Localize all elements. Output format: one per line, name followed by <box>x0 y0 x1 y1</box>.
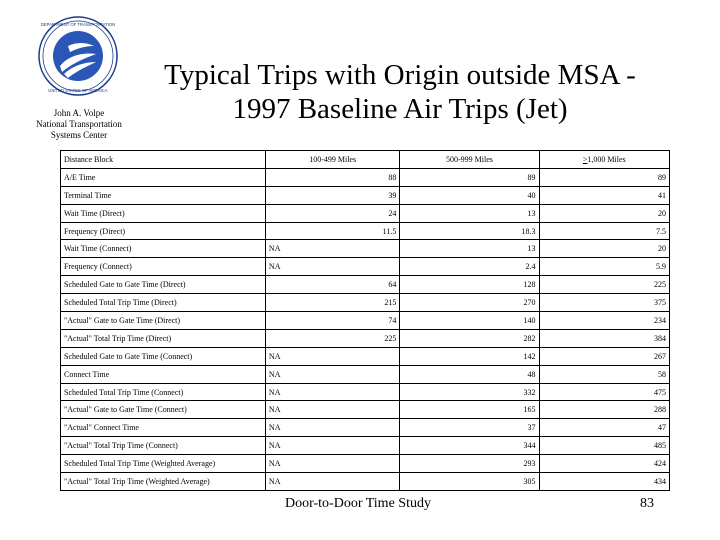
row-label: "Actual" Total Trip Time (Direct) <box>61 329 266 347</box>
cell-1000-plus: 434 <box>539 473 669 491</box>
cell-500-999: 344 <box>400 437 539 455</box>
table-row <box>61 473 670 491</box>
row-label: A/E Time <box>61 168 266 186</box>
table-row <box>61 455 670 473</box>
row-label: "Actual" Total Trip Time (Connect) <box>61 437 266 455</box>
table-row <box>61 186 670 204</box>
cell-500-999: 13 <box>400 240 539 258</box>
row-label: Scheduled Gate to Gate Time (Connect) <box>61 347 266 365</box>
table-row <box>61 347 670 365</box>
cell-500-999: 13 <box>400 204 539 222</box>
table-row <box>61 240 670 258</box>
cell-500-999: 282 <box>400 329 539 347</box>
table-row <box>61 329 670 347</box>
ge-symbol: > <box>582 154 588 164</box>
table-row <box>61 437 670 455</box>
cell-1000-plus: 41 <box>539 186 669 204</box>
cell-1000-plus: 7.5 <box>539 222 669 240</box>
cell-500-999: 2.4 <box>400 258 539 276</box>
cell-100-499 <box>265 222 399 240</box>
cell-500-999: 48 <box>400 365 539 383</box>
cell-value: 88 <box>388 172 397 182</box>
na-note: NA <box>268 405 281 415</box>
table-row <box>61 276 670 294</box>
cell-100-499 <box>265 240 399 258</box>
row-label: Scheduled Total Trip Time (Connect) <box>61 383 266 401</box>
column-header: Distance Block <box>61 151 266 169</box>
cell-100-499 <box>265 186 399 204</box>
cell-500-999: 165 <box>400 401 539 419</box>
cell-1000-plus: 288 <box>539 401 669 419</box>
cell-500-999: 142 <box>400 347 539 365</box>
cell-1000-plus: 475 <box>539 383 669 401</box>
cell-100-499 <box>265 455 399 473</box>
cell-1000-plus: 267 <box>539 347 669 365</box>
cell-500-999: 270 <box>400 294 539 312</box>
row-label: "Actual" Gate to Gate Time (Direct) <box>61 312 266 330</box>
cell-100-499 <box>265 419 399 437</box>
table-row <box>61 168 670 186</box>
cell-1000-plus: 89 <box>539 168 669 186</box>
cell-value: 215 <box>384 298 397 308</box>
column-header: 100-499 Miles <box>265 151 399 169</box>
cell-100-499 <box>265 437 399 455</box>
row-label: "Actual" Connect Time <box>61 419 266 437</box>
cell-1000-plus: 384 <box>539 329 669 347</box>
cell-100-499 <box>265 312 399 330</box>
cell-100-499 <box>265 347 399 365</box>
trip-time-table <box>60 150 670 491</box>
cell-500-999: 89 <box>400 168 539 186</box>
cell-value: 24 <box>388 208 397 218</box>
cell-1000-plus: 47 <box>539 419 669 437</box>
cell-1000-plus: 20 <box>539 240 669 258</box>
column-header: 500-999 Miles <box>400 151 539 169</box>
row-label: Wait Time (Connect) <box>61 240 266 258</box>
title-line-2: 1997 Baseline Air Trips (Jet) <box>232 93 568 125</box>
row-label: Scheduled Gate to Gate Time (Direct) <box>61 276 266 294</box>
org-name <box>22 108 136 141</box>
cell-value: 39 <box>388 190 397 200</box>
table-row <box>61 222 670 240</box>
table-row <box>61 401 670 419</box>
title-line-1: Typical Trips with Origin outside MSA - <box>164 59 636 91</box>
cell-500-999: 40 <box>400 186 539 204</box>
cell-100-499 <box>265 168 399 186</box>
na-note: NA <box>268 351 281 361</box>
svg-text:DEPARTMENT OF TRANSPORTATION: DEPARTMENT OF TRANSPORTATION <box>40 22 116 27</box>
cell-100-499 <box>265 473 399 491</box>
cell-500-999: 128 <box>400 276 539 294</box>
cell-100-499 <box>265 401 399 419</box>
na-note: NA <box>268 459 281 469</box>
table-row <box>61 294 670 312</box>
cell-1000-plus: 485 <box>539 437 669 455</box>
table-row <box>61 258 670 276</box>
org-line: Systems Center <box>50 130 108 140</box>
row-label: "Actual" Gate to Gate Time (Connect) <box>61 401 266 419</box>
na-note: NA <box>268 369 281 379</box>
table-row <box>61 419 670 437</box>
cell-100-499 <box>265 258 399 276</box>
row-label: Frequency (Connect) <box>61 258 266 276</box>
cell-1000-plus: 20 <box>539 204 669 222</box>
table-row <box>61 383 670 401</box>
org-line: National Transportation <box>36 119 122 129</box>
cell-value: 74 <box>388 315 397 325</box>
table-row <box>61 204 670 222</box>
row-label: "Actual" Total Trip Time (Weighted Average) <box>61 473 266 491</box>
column-header <box>539 151 669 169</box>
slide-title <box>120 58 680 126</box>
cell-100-499 <box>265 294 399 312</box>
cell-1000-plus: 375 <box>539 294 669 312</box>
na-note: NA <box>268 423 281 433</box>
page-number: 83 <box>640 496 654 511</box>
cell-value: 64 <box>388 280 397 290</box>
row-label: Scheduled Total Trip Time (Weighted Average) <box>61 455 266 473</box>
cell-100-499 <box>265 383 399 401</box>
org-line: John A. Volpe <box>53 108 105 118</box>
cell-500-999: 37 <box>400 419 539 437</box>
cell-100-499 <box>265 329 399 347</box>
na-note: NA <box>268 441 281 451</box>
cell-500-999: 140 <box>400 312 539 330</box>
na-note: NA <box>268 476 281 486</box>
dot-seal-logo <box>38 16 118 96</box>
cell-1000-plus: 225 <box>539 276 669 294</box>
cell-1000-plus: 234 <box>539 312 669 330</box>
cell-1000-plus: 58 <box>539 365 669 383</box>
column-header-text: 1,000 Miles <box>587 154 626 164</box>
cell-500-999: 332 <box>400 383 539 401</box>
row-label: Scheduled Total Trip Time (Direct) <box>61 294 266 312</box>
cell-100-499 <box>265 204 399 222</box>
cell-500-999: 305 <box>400 473 539 491</box>
row-label: Connect Time <box>61 365 266 383</box>
cell-100-499 <box>265 276 399 294</box>
table-row <box>61 312 670 330</box>
na-note: NA <box>268 244 281 254</box>
row-label: Wait Time (Direct) <box>61 204 266 222</box>
cell-500-999: 18.3 <box>400 222 539 240</box>
cell-100-499 <box>265 365 399 383</box>
cell-1000-plus: 424 <box>539 455 669 473</box>
table-header-row <box>61 151 670 169</box>
cell-value: 11.5 <box>382 226 397 236</box>
row-label: Frequency (Direct) <box>61 222 266 240</box>
table-row <box>61 365 670 383</box>
na-note: NA <box>268 262 281 272</box>
cell-value: 225 <box>384 333 397 343</box>
svg-text:UNITED STATES OF AMERICA: UNITED STATES OF AMERICA <box>48 88 108 93</box>
footer-study-name: Door-to-Door Time Study <box>285 496 431 511</box>
na-note: NA <box>268 387 281 397</box>
cell-1000-plus: 5.9 <box>539 258 669 276</box>
cell-500-999: 293 <box>400 455 539 473</box>
row-label: Terminal Time <box>61 186 266 204</box>
